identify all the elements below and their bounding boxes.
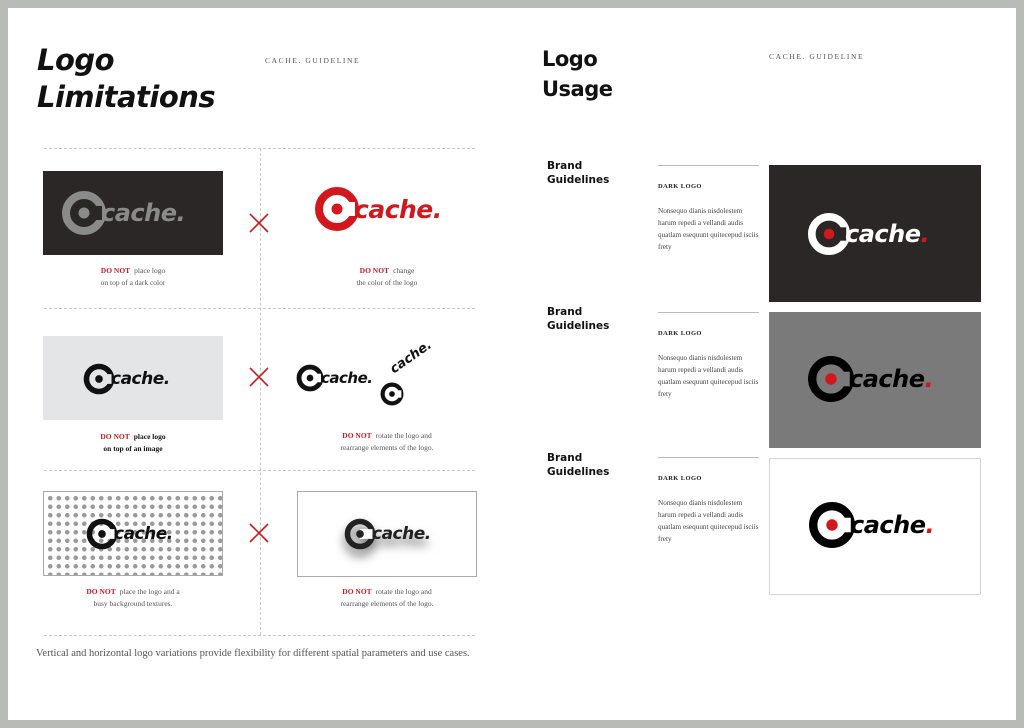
divider bbox=[44, 635, 475, 636]
dark-color-panel bbox=[43, 171, 223, 255]
left-title-line1: Logo bbox=[37, 43, 115, 77]
cache-c-icon bbox=[808, 501, 856, 549]
white-usage-panel bbox=[769, 458, 981, 595]
logo-wordmark bbox=[850, 511, 934, 539]
right-guideline-tag: CACHE. GUIDELINE bbox=[769, 52, 865, 61]
body-copy: Nonsequo dianis nisdolestem harum repedi a vellandi audis quatlam esequunt quitecepud isciis frety bbox=[658, 499, 759, 543]
brand-guidelines-label bbox=[547, 451, 609, 479]
divider bbox=[658, 312, 759, 313]
caption bbox=[300, 265, 474, 289]
divider bbox=[658, 457, 759, 458]
logo-wordmark: cache. bbox=[114, 524, 173, 544]
left-guideline-tag: CACHE. GUIDELINE bbox=[265, 56, 361, 65]
cross-icon bbox=[247, 365, 271, 389]
dark-logo-label: DARK LOGO bbox=[658, 330, 702, 337]
do-not-label: DO NOT bbox=[100, 432, 130, 441]
right-title bbox=[542, 44, 613, 104]
caption-line: busy background textures. bbox=[93, 599, 173, 608]
logo-wordmark bbox=[849, 365, 933, 393]
busy-texture-panel bbox=[43, 491, 223, 576]
caption-line: on top of a dark color bbox=[100, 278, 166, 287]
divider bbox=[658, 165, 759, 166]
left-title-line2: Limitations bbox=[37, 80, 216, 114]
caption-line: place logo bbox=[133, 432, 166, 441]
cache-logo-white bbox=[807, 212, 929, 256]
wordmark-dot: . bbox=[925, 511, 935, 539]
body-copy: Nonsequo dianis nisdolestem harum repedi a vellandi audis quatlam esequunt quitecepud isciis frety bbox=[658, 354, 759, 398]
dark-logo-label: DARK LOGO bbox=[658, 475, 702, 482]
cache-logo-red bbox=[314, 186, 442, 232]
brand-label-line: Guidelines bbox=[547, 466, 610, 478]
logo-wordmark bbox=[845, 220, 929, 248]
caption-line: change bbox=[393, 266, 415, 275]
caption-line: place logo bbox=[134, 266, 166, 275]
shadow-effect-panel bbox=[297, 491, 477, 577]
body-copy: Nonsequo dianis nisdolestem harum repedi a vellandi audis quatlam esequunt quitecepud isciis frety bbox=[658, 207, 759, 251]
cache-logo bbox=[296, 364, 372, 392]
brand-label-line: Brand bbox=[547, 306, 583, 318]
left-title bbox=[37, 42, 215, 116]
wordmark-text: cache bbox=[850, 511, 926, 539]
do-not-label: DO NOT bbox=[342, 587, 372, 596]
caption-line: rotate the logo and bbox=[375, 431, 432, 440]
do-not-label: DO NOT bbox=[86, 587, 116, 596]
caption-line: on top of an image bbox=[103, 444, 163, 453]
right-title-line2: Usage bbox=[542, 77, 613, 101]
cache-logo-shadow bbox=[344, 518, 431, 550]
logo-wordmark: cache. bbox=[321, 369, 373, 387]
right-title-line1: Logo bbox=[542, 47, 598, 71]
caption-line: place the logo and a bbox=[119, 587, 180, 596]
cross-icon bbox=[247, 211, 271, 235]
do-not-label: DO NOT bbox=[342, 431, 372, 440]
cache-logo-black bbox=[807, 355, 933, 403]
brand-guidelines-label bbox=[547, 159, 609, 187]
do-not-label: DO NOT bbox=[359, 266, 390, 275]
cache-c-icon bbox=[296, 364, 324, 392]
image-panel bbox=[43, 336, 223, 420]
logo-wordmark-rotated: cache. bbox=[387, 337, 435, 377]
caption bbox=[43, 431, 223, 455]
footer-text: Vertical and horizontal logo variations provide flexibility for different spatial parameters and use cases. bbox=[36, 648, 470, 659]
logo-wordmark: cache. bbox=[354, 194, 442, 224]
wordmark-dot: . bbox=[924, 365, 934, 393]
cache-logo bbox=[86, 518, 173, 550]
caption-line: rotate the logo and bbox=[375, 587, 432, 596]
logo-wordmark: cache. bbox=[111, 369, 170, 389]
caption bbox=[43, 586, 223, 610]
brand-label-line: Guidelines bbox=[547, 320, 610, 332]
wordmark-text: cache bbox=[845, 220, 921, 248]
brand-label-line: Guidelines bbox=[547, 174, 610, 186]
caption bbox=[300, 430, 474, 454]
logo-wordmark: cache. bbox=[101, 199, 186, 227]
caption bbox=[300, 586, 474, 610]
dark-usage-panel bbox=[769, 165, 981, 302]
cross-icon bbox=[247, 521, 271, 545]
wordmark-dot: . bbox=[920, 220, 930, 248]
cache-logo bbox=[83, 363, 170, 395]
logo-wordmark: cache. bbox=[372, 524, 431, 544]
do-not-label: DO NOT bbox=[100, 266, 131, 275]
cache-logo-black bbox=[808, 501, 934, 549]
caption-line: rearrange elements of the logo. bbox=[340, 443, 434, 452]
dark-logo-label: DARK LOGO bbox=[658, 183, 702, 190]
wordmark-text: cache bbox=[849, 365, 925, 393]
brand-guidelines-label bbox=[547, 305, 609, 333]
cache-c-icon bbox=[380, 382, 404, 406]
brand-label-line: Brand bbox=[547, 452, 583, 464]
brand-label-line: Brand bbox=[547, 160, 583, 172]
caption-line: the color of the logo bbox=[356, 278, 418, 287]
cache-logo bbox=[61, 190, 185, 236]
cache-c-icon bbox=[807, 355, 855, 403]
caption-line: rearrange elements of the logo. bbox=[340, 599, 434, 608]
gray-usage-panel bbox=[769, 312, 981, 448]
caption bbox=[43, 265, 223, 289]
